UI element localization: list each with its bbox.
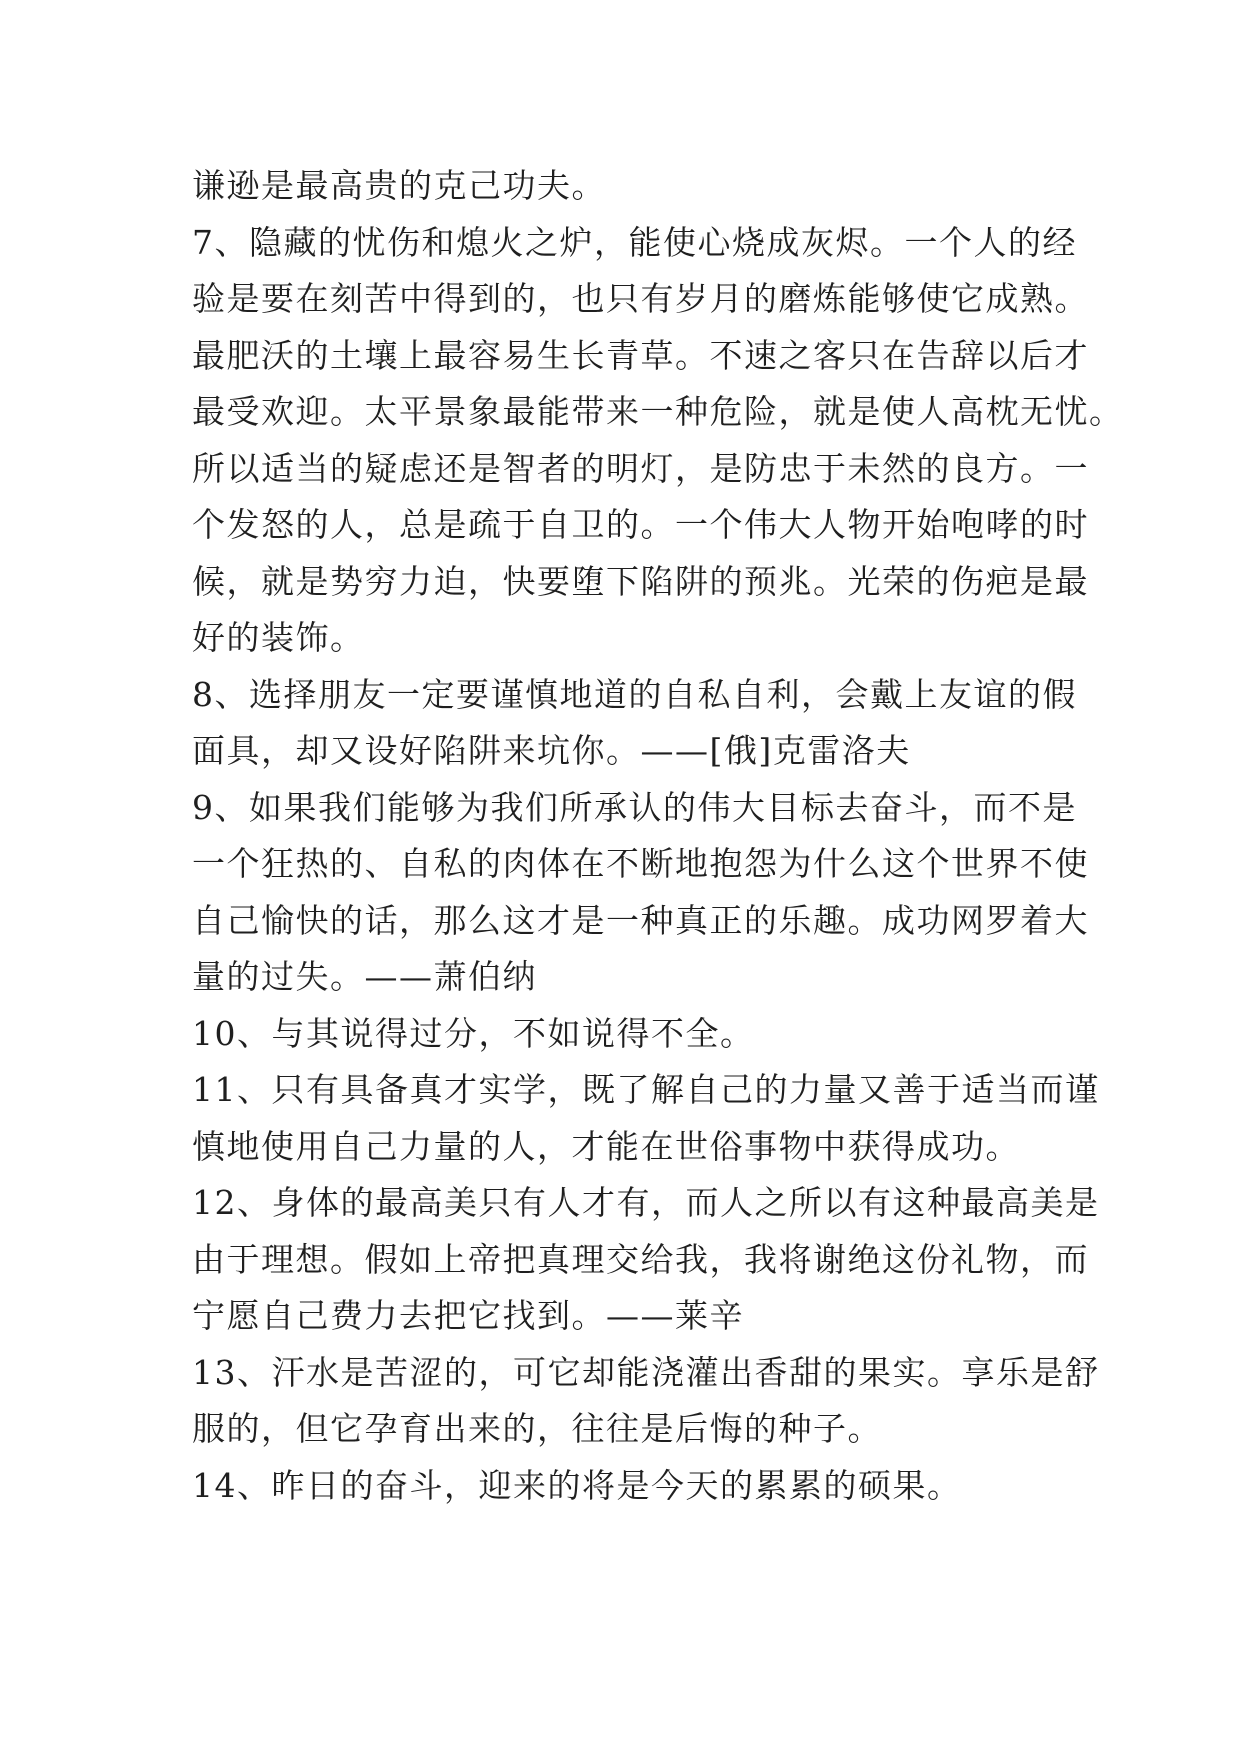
text-line: 最受欢迎。太平景象最能带来一种危险，就是使人高枕无忧。 bbox=[192, 392, 1124, 431]
text-line: 宁愿自己费力去把它找到。——莱辛 bbox=[192, 1296, 744, 1335]
text-line: 自己愉快的话，那么这才是一种真正的乐趣。成功网罗着大 bbox=[192, 900, 1089, 940]
text-line: 一个狂热的、自私的肉体在不断地抱怨为什么这个世界不使 bbox=[192, 844, 1089, 883]
text-line: 量的过失。——萧伯纳 bbox=[192, 957, 537, 996]
text-line: 8、选择朋友一定要谨慎地道的自私自利，会戴上友谊的假 bbox=[192, 674, 1077, 714]
body-text bbox=[192, 158, 1124, 1514]
text-line: 服的，但它孕育出来的，往往是后悔的种子。 bbox=[192, 1409, 882, 1448]
text-line: 最肥沃的土壤上最容易生长青草。不速之客只在告辞以后才 bbox=[192, 335, 1089, 375]
text-line: 慎地使用自己力量的人，才能在世俗事物中获得成功。 bbox=[192, 1126, 1020, 1166]
text-line: 14、昨日的奋斗，迎来的将是今天的累累的硕果。 bbox=[192, 1465, 962, 1505]
text-line: 候，就是势穷力迫，快要堕下陷阱的预兆。光荣的伤疤是最 bbox=[192, 561, 1089, 601]
text-line: 7、隐藏的忧伤和熄火之炉，能使心烧成灰烬。一个人的经 bbox=[192, 222, 1077, 262]
text-line: 好的装饰。 bbox=[192, 618, 365, 657]
text-line: 11、只有具备真才实学，既了解自己的力量又善于适当而谨 bbox=[192, 1070, 1100, 1109]
text-line: 9、如果我们能够为我们所承认的伟大目标去奋斗，而不是 bbox=[192, 787, 1077, 827]
text-line: 12、身体的最高美只有人才有，而人之所以有这种最高美是 bbox=[192, 1183, 1100, 1222]
text-line: 验是要在刻苦中得到的，也只有岁月的磨炼能够使它成熟。 bbox=[192, 279, 1089, 318]
text-line: 所以适当的疑虑还是智者的明灯，是防忠于未然的良方。一 bbox=[192, 448, 1089, 488]
text-line: 10、与其说得过分，不如说得不全。 bbox=[192, 1013, 755, 1053]
text-line: 由于理想。假如上帝把真理交给我，我将谢绝这份礼物，而 bbox=[192, 1239, 1089, 1279]
text-line: 个发怒的人，总是疏于自卫的。一个伟大人物开始咆哮的时 bbox=[192, 505, 1089, 544]
text-line: 谦逊是最高贵的克己功夫。 bbox=[192, 166, 606, 205]
text-line: 面具，却又设好陷阱来坑你。——[俄]克雷洛夫 bbox=[192, 731, 911, 770]
text-line: 13、汗水是苦涩的，可它却能浇灌出香甜的果实。享乐是舒 bbox=[192, 1352, 1100, 1392]
